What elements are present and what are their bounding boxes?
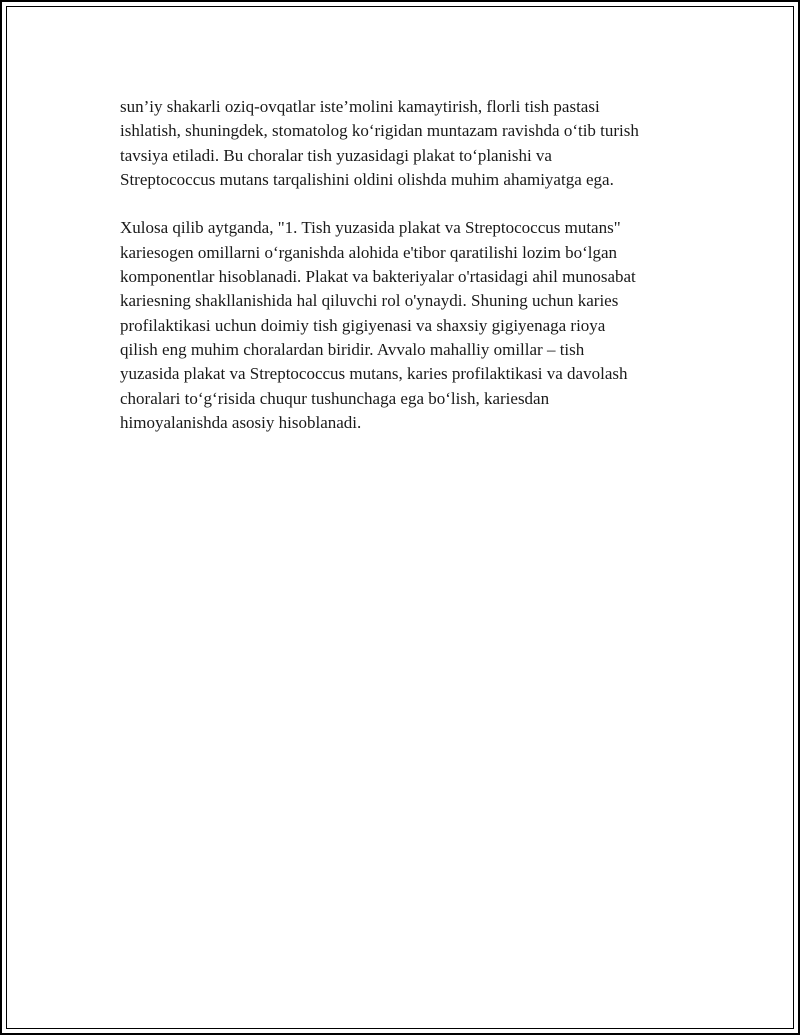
text-line: Streptococcus mutans tarqalishini oldini olishda muhim ahamiyatga ega. <box>120 169 614 189</box>
paragraph-recommendations <box>120 95 680 192</box>
text-line: choralari to‘g‘risida chuqur tushunchaga ega bo‘lish, kariesdan <box>120 388 550 408</box>
text-line: komponentlar hisoblanadi. Plakat va bakteriyalar o'rtasidagi ahil munosabat <box>120 267 636 287</box>
text-line: himoyalanishda asosiy hisoblanadi. <box>120 412 362 432</box>
text-line: kariesning shakllanishida hal qiluvchi rol o'ynaydi. Shuning uchun karies <box>120 291 619 311</box>
text-line: yuzasida plakat va Streptococcus mutans, karies profilaktikasi va davolash <box>120 364 628 384</box>
text-line: qilish eng muhim choralardan biridir. Avvalo mahalliy omillar – tish <box>120 339 585 359</box>
paragraph-conclusion <box>120 216 680 435</box>
text-line: kariesogen omillarni o‘rganishda alohida e'tibor qaratilishi lozim bo‘lgan <box>120 242 618 262</box>
document-body <box>120 95 680 459</box>
text-line: Xulosa qilib aytganda, "1. Tish yuzasida plakat va Streptococcus mutans" <box>120 218 621 238</box>
text-line: tavsiya etiladi. Bu choralar tish yuzasidagi plakat to‘planishi va <box>120 145 552 165</box>
text-line: profilaktikasi uchun doimiy tish gigiyenasi va shaxsiy gigiyenaga rioya <box>120 315 606 335</box>
text-line: sun’iy shakarli oziq-ovqatlar iste’molini kamaytirish, florli tish pastasi <box>120 97 600 116</box>
text-line: ishlatish, shuningdek, stomatolog ko‘rigidan muntazam ravishda o‘tib turish <box>120 121 639 141</box>
